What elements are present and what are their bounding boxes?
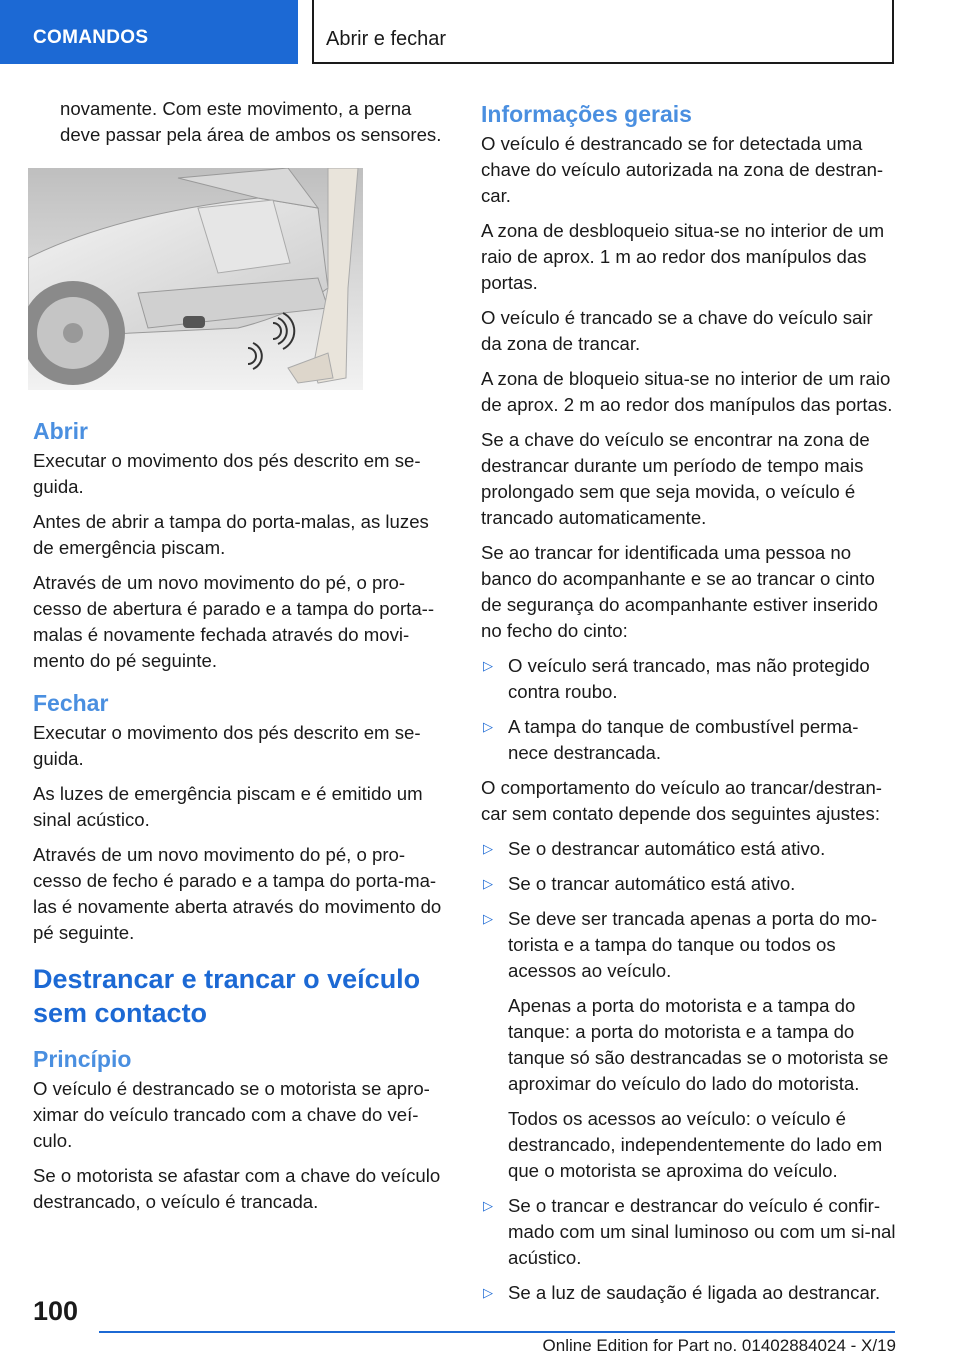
list-item: ▷ Se o destrancar automático está ativo. (481, 836, 896, 862)
fechar-paragraph-3: Através de um novo movimento do pé, o pro‐cesso de fecho é parado e a tampa do porta-ma‐las é novamente aberta através do movimento do pé seguinte. (33, 844, 442, 943)
principio-heading: Princípio (33, 1046, 132, 1072)
triangle-right-outline-icon: ▷ (483, 1285, 493, 1300)
footer-edition: Online Edition for Part no. 01402884024 - X/19 (542, 1336, 896, 1355)
list-item: ▷ Se deve ser trancada apenas a porta do mo‐torista e a tampa do tanque ou todos os acessos ao veículo. (483, 908, 878, 981)
info-paragraph-7: O comportamento do veículo ao trancar/destran‐car sem contato depende dos seguintes ajustes: (481, 777, 883, 824)
info-paragraph-2: A zona de desbloqueio situa-se no interior de um raio de aprox. 1 m ao redor dos manípulos das portas. (481, 220, 885, 293)
page-number: 100 (33, 1296, 79, 1326)
info-paragraph-3: O veículo é trancado se a chave do veículo sair da zona de trancar. (481, 307, 873, 354)
triangle-right-outline-icon: ▷ (483, 841, 493, 856)
abrir-paragraph-1: Executar o movimento dos pés descrito em se‐guida. (33, 450, 421, 497)
triangle-right-outline-icon: ▷ (483, 1198, 493, 1213)
chapter-tab: COMANDOS (0, 0, 298, 64)
footer-divider (99, 1331, 895, 1333)
sub-paragraph-all-accesses: Todos os acessos ao veículo: o veículo é destrancado, independentemente do lado em que o motorista se aproxima do veículo. (508, 1108, 883, 1181)
fechar-paragraph-1: Executar o movimento dos pés descrito em se‐guida. (33, 722, 421, 769)
triangle-right-outline-icon: ▷ (483, 658, 493, 673)
info-paragraph-4: A zona de bloqueio situa-se no interior de um raio de aprox. 2 m ao redor dos manípulos das portas. (481, 368, 893, 415)
bullet-list-3 (481, 1193, 896, 1306)
info-paragraph-5: Se a chave do veículo se encontrar na zona de destrancar durante um período de tempo mais prolongado sem que seja movida, o veículo é trancado automaticamente. (481, 429, 870, 528)
list-item: ▷ O veículo será trancado, mas não protegido contra roubo. (483, 655, 870, 702)
principio-paragraph-1: O veículo é destrancado se o motorista se apro‐ximar do veículo trancado com a chave do veí‐culo. (33, 1078, 430, 1151)
bullet-list-1 (481, 653, 896, 766)
abrir-paragraph-2: Antes de abrir a tampa do porta-malas, as luzes de emergência piscam. (33, 511, 429, 558)
section-title: Abrir e fechar (312, 0, 894, 64)
kick-sensor-illustration (28, 168, 363, 390)
principio-paragraph-2: Se o motorista se afastar com a chave do veículo destrancado, o veículo é trancada. (33, 1165, 441, 1212)
list-item: ▷ Se o trancar automático está ativo. (481, 871, 896, 897)
list-item: ▷ Se o trancar e destrancar do veículo é confir‐mado com um sinal luminoso ou com um si‐nal acústico. (483, 1195, 896, 1268)
abrir-paragraph-3: Através de um novo movimento do pé, o pro‐cesso de abertura é parado e a tampa do porta--malas é novamente fechada através do movi‐mento do pé seguinte. (33, 572, 435, 671)
triangle-right-outline-icon: ▷ (483, 719, 493, 734)
right-column (481, 96, 896, 1315)
section-heading: Destrancar e trancar o veículo sem contacto (33, 964, 421, 1028)
fechar-heading: Fechar (33, 690, 109, 716)
sub-paragraph-driver-only: Apenas a porta do motorista e a tampa do tanque: a porta do motorista e a tampa do tanque só são destrancadas se o motorista se aproximar do veículo do lado do motorista. (508, 995, 889, 1094)
info-paragraph-1: O veículo é destrancado se for detectada uma chave do veículo autorizada na zona de destran‐car. (481, 133, 884, 206)
abrir-heading: Abrir (33, 418, 88, 444)
info-paragraph-6: Se ao trancar for identificada uma pessoa no banco do acompanhante e se ao trancar o cinto de segurança do acompanhante estiver inserido no fecho do cinto: (481, 542, 878, 641)
triangle-right-outline-icon: ▷ (483, 876, 493, 891)
left-column (33, 96, 448, 1224)
triangle-right-outline-icon: ▷ (483, 911, 493, 926)
fechar-paragraph-2: As luzes de emergência piscam e é emitido um sinal acústico. (33, 783, 423, 830)
car-rear-foot-image (28, 168, 363, 390)
list-item: ▷ Se a luz de saudação é ligada ao destrancar. (481, 1280, 896, 1306)
bullet-list-2 (481, 836, 896, 984)
info-heading: Informações gerais (481, 101, 692, 127)
intro-paragraph: novamente. Com este movimento, a perna deve passar pela área de ambos os sensores. (60, 98, 442, 145)
list-item: ▷ A tampa do tanque de combustível perma‐nece destrancada. (483, 716, 859, 763)
